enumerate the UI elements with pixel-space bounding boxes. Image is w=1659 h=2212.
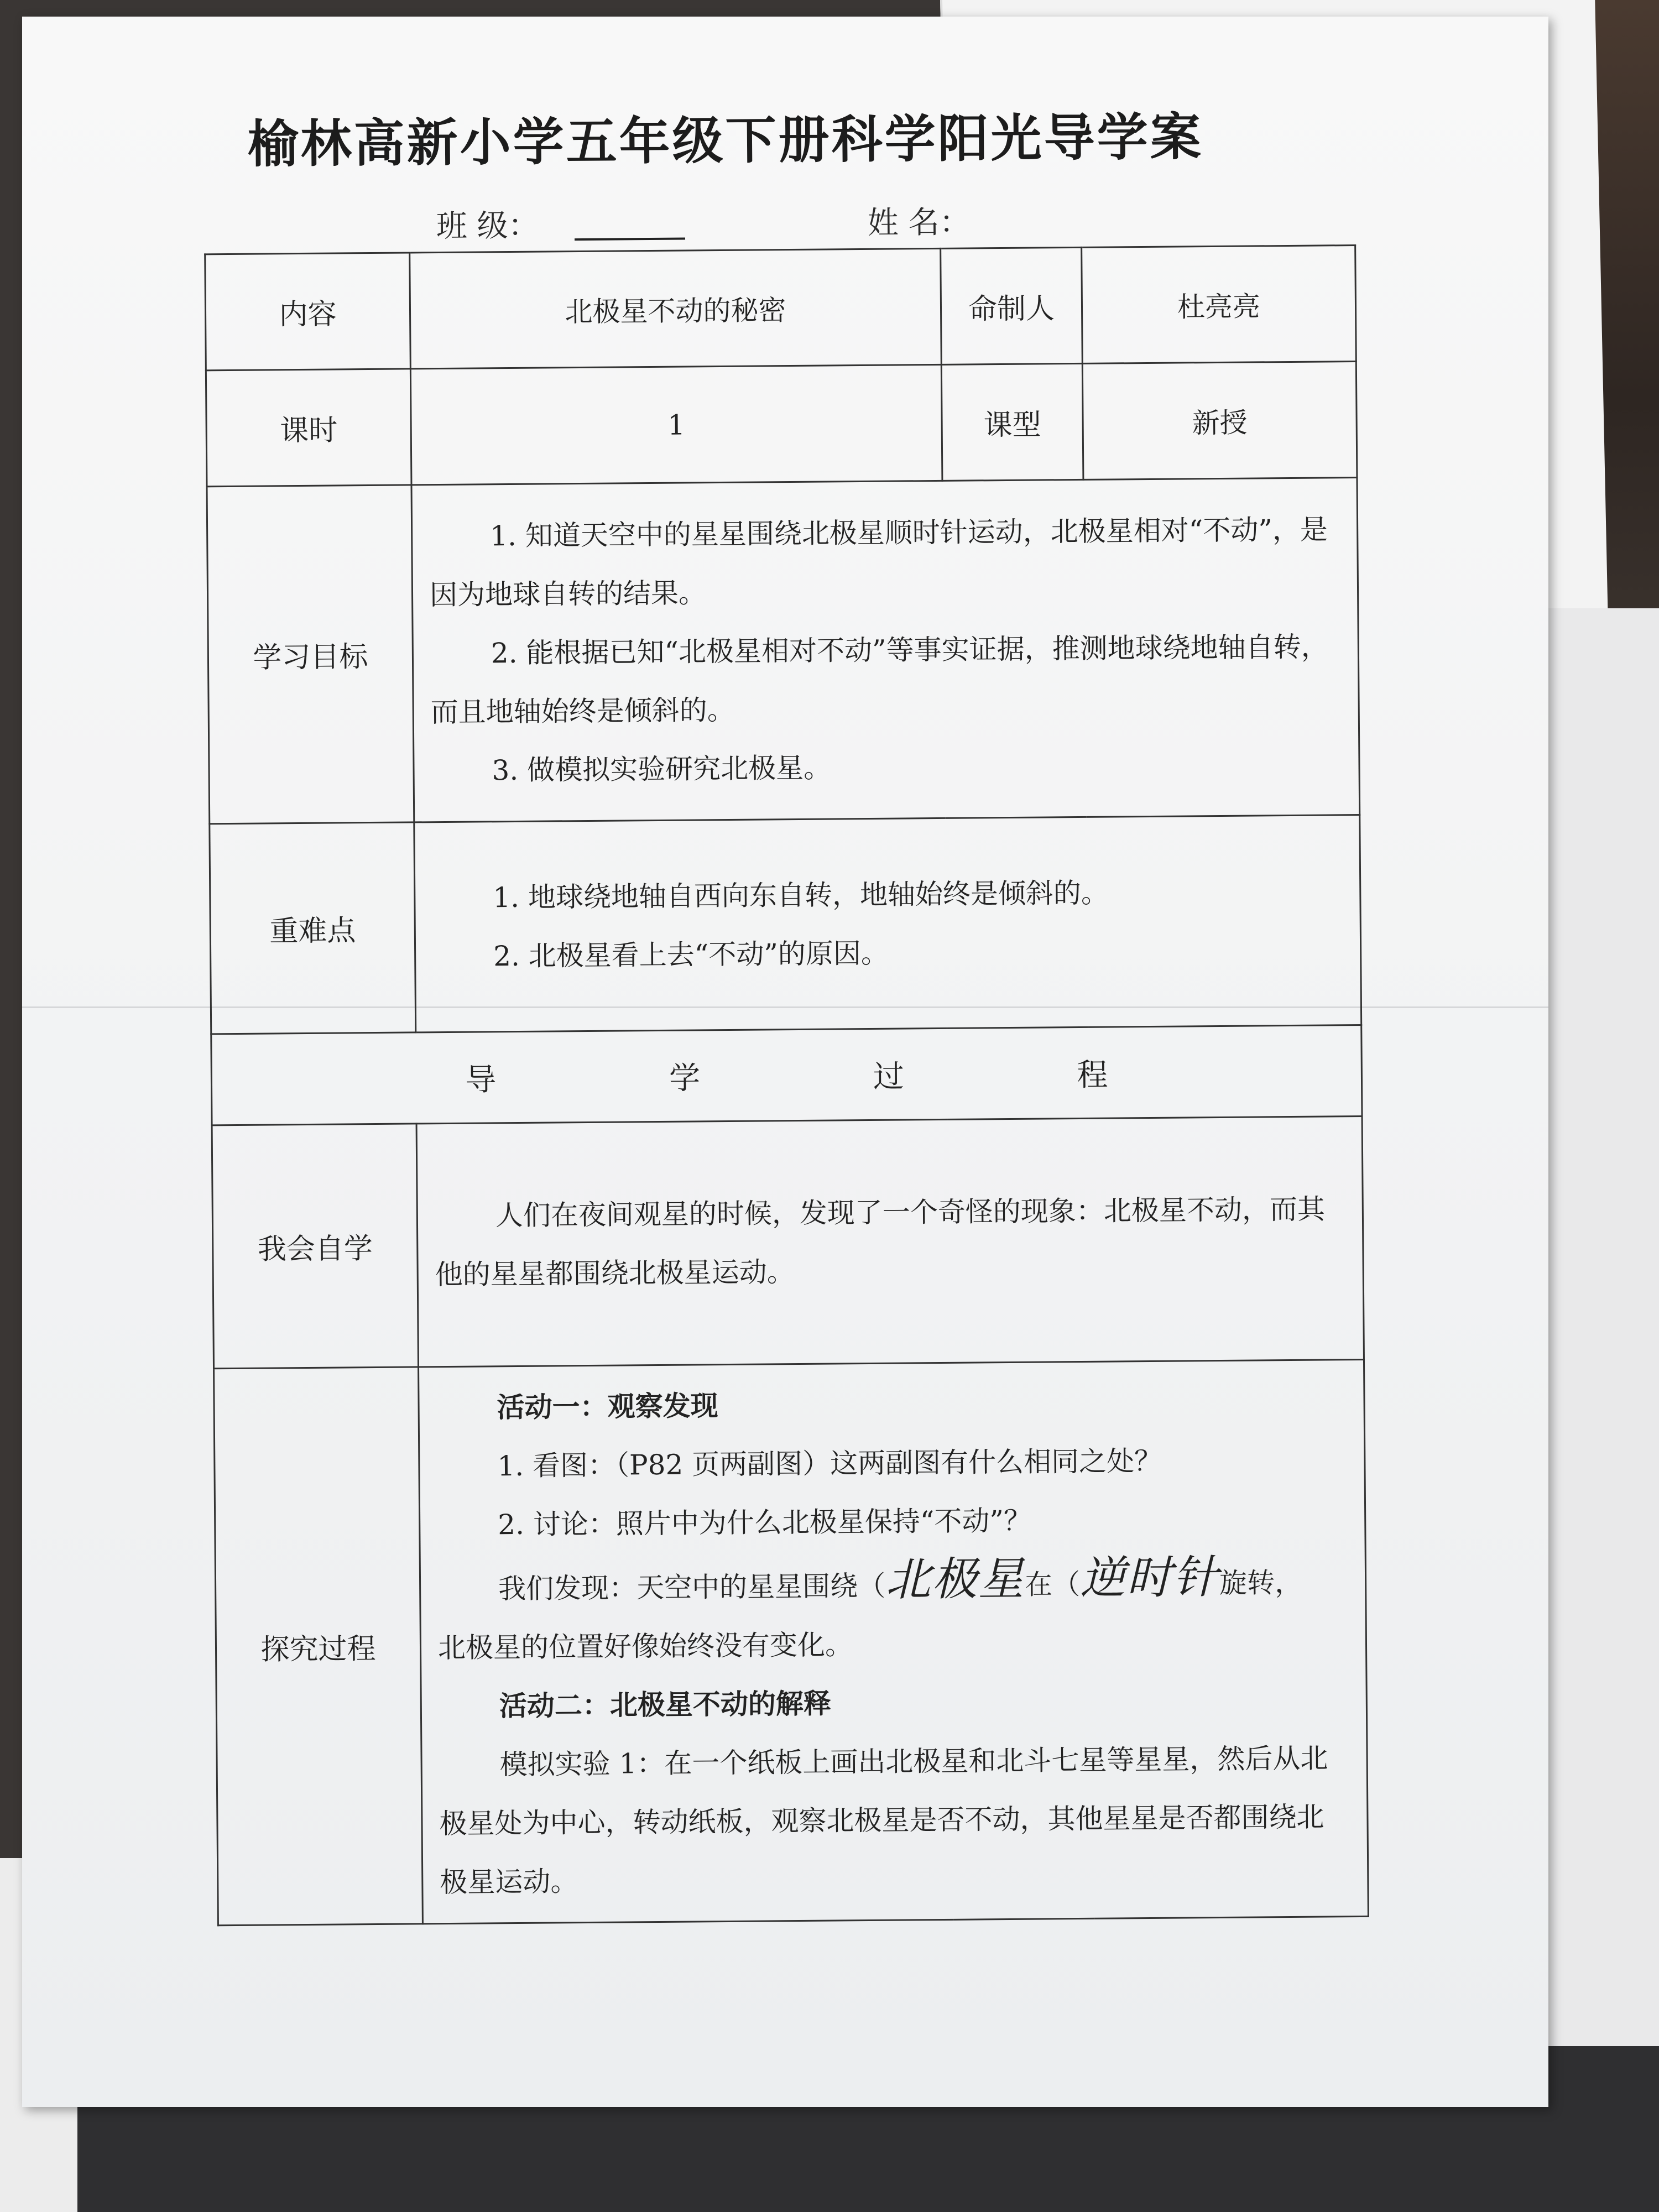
self-study-label: 我会自学: [212, 1124, 418, 1369]
content-label: 内容: [205, 253, 411, 371]
goal-item: 3. 做模拟实验研究北极星。: [492, 751, 832, 786]
self-study-cell: [416, 1116, 1364, 1366]
key-points-label: 重难点: [210, 822, 416, 1034]
table-row: [210, 815, 1361, 1034]
self-study-text: 人们在夜间观星的时候，发现了一个奇怪的现象：北极星不动，而其他的星星都围绕北极星运动。: [435, 1193, 1326, 1291]
activity1-item: 1. 看图：（P82 页两副图）这两副图有什么相同之处？: [497, 1444, 1162, 1483]
process-char: 导: [465, 1062, 497, 1098]
explore-label: 探究过程: [214, 1367, 423, 1926]
activity2-title: 活动二：北极星不动的解释: [499, 1687, 832, 1723]
process-char: 程: [1077, 1057, 1108, 1094]
activity1-item: 2. 讨论：照片中为什么北极星保持“不动”？: [498, 1504, 1032, 1541]
table-row: [212, 1116, 1364, 1368]
period-label: 课时: [206, 369, 411, 487]
class-label: 班 级：: [436, 207, 539, 245]
worksheet-table: [204, 244, 1369, 1926]
experiment1-text: 模拟实验 1：在一个纸板上画出北极星和北斗七星等星星，然后从北极星处为中心，转动纸板，观察北极星是否不动，其他星星是否都围绕北极星运动。: [439, 1742, 1328, 1899]
worksheet-content: [14, 11, 1557, 2113]
process-char: 学: [669, 1060, 701, 1097]
content-value: 北极星不动的秘密: [410, 248, 942, 369]
activity1-title: 活动一：观察发现: [497, 1389, 718, 1424]
author-value: 杜亮亮: [1082, 246, 1357, 364]
type-value: 新授: [1082, 362, 1357, 480]
table-row: [207, 478, 1360, 824]
table-row: [211, 1025, 1362, 1125]
discover-line: [437, 1547, 1349, 1619]
type-label: 课型: [941, 363, 1083, 481]
goals-label: 学习目标: [207, 485, 414, 824]
explore-cell: [419, 1359, 1369, 1923]
table-row: [214, 1359, 1369, 1925]
goal-item: 1. 知道天空中的星星围绕北极星顺时针运动，北极星相对“不动”，是因为地球自转的结果。: [429, 513, 1328, 611]
table-row: [206, 362, 1357, 487]
process-char: 过: [873, 1058, 905, 1095]
discover-line-2: 北极星的位置好像始终没有变化。: [437, 1629, 853, 1665]
discover-text: 我们发现：天空中的星星围绕（: [498, 1569, 886, 1605]
goal-item: 2. 能根据已知“北极星相对不动”等事实证据，推测地球绕地轴自转，而且地轴始终是倾斜的。: [430, 630, 1329, 728]
period-value: 1: [410, 364, 942, 485]
worksheet-title: 榆林高新小学五年级下册科学阳光导学案: [247, 107, 1204, 174]
handwritten-answer: 逆时针: [1079, 1551, 1220, 1605]
author-label: 命制人: [941, 247, 1083, 364]
discover-text: 旋转，: [1219, 1566, 1303, 1600]
class-blank-line: [575, 238, 685, 241]
process-header: [211, 1025, 1362, 1125]
handwritten-answer: 北极星: [885, 1552, 1025, 1606]
key-point-item: 1. 地球绕地轴自西向东自转，地轴始终是倾斜的。: [493, 877, 1109, 914]
table-row: [205, 246, 1357, 371]
name-label: 姓 名：: [867, 204, 971, 241]
discover-text: 在（: [1024, 1568, 1081, 1601]
key-points-cell: [414, 815, 1361, 1032]
goals-cell: [411, 478, 1360, 822]
worksheet-paper: [22, 17, 1548, 2107]
key-point-item: 2. 北极星看上去“不动”的原因。: [493, 937, 889, 972]
